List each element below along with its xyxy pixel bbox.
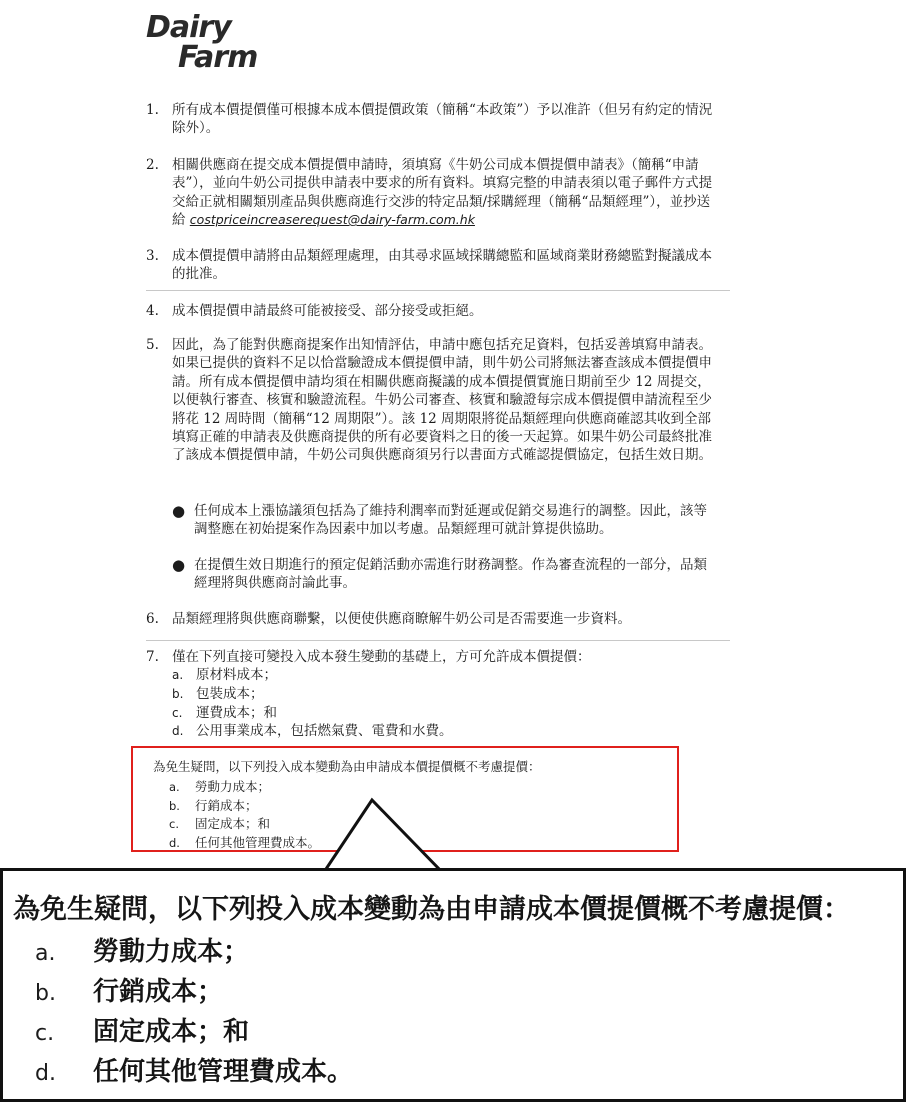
list-item: b. 行銷成本； [169,797,258,813]
clause-text: 僅在下列直接可變投入成本發生變動的基礎上，方可允許成本價提價： [172,649,591,665]
clause-text: 所有成本價提價僅可根據本成本價提價政策（簡稱“本政策”）予以准許（但另有約定的情況除外）。 [172,102,713,137]
clause-number: 2. [146,157,159,173]
zoom-excluded-list [35,933,353,1093]
list-item: c. 運費成本；和 [172,704,277,721]
clause-text: 相關供應商在提交成本價提價申請時，須填寫《牛奶公司成本價提價申請表》（簡稱“申請表”），並向牛奶公司提供申請表中要求的所有資料。填寫完整的申請表須以電子郵件方式提交給正就相關類別產品與供應商進行交涉的特定品類/採購經理（簡稱“品類經理”），並抄送給 costpriceincreaserequest@dairy-farm.com.hk [172,157,713,229]
clause-number: 7. [146,649,159,665]
clause-text: 成本價提價申請將由品類經理處理，由其尋求區域採購總監和區域商業財務總監對擬議成本的批准。 [172,248,712,283]
bullet-text: 在提價生效日期進行的預定促銷活動亦需進行財務調整。作為審查流程的一部分，品類經理將與供應商討論此事。 [194,557,707,592]
bullet-icon: ● [172,502,186,520]
clause-text: 品類經理將與供應商聯繫，以便使供應商瞭解牛奶公司是否需要進一步資料。 [172,611,631,627]
list-item: a. 勞動力成本； [169,779,271,794]
clause-number: 1. [146,102,159,118]
clause-text: 因此，為了能對供應商提案作出知情評估，申請中應包括充足資料，包括妥善填寫申請表。如果已提供的資料不足以恰當驗證成本價提價申請，則牛奶公司將無法審查該成本價提價申請。所有成本價提價申請均須在相關供應商擬議的成本價提價實施日期前至少 12 周提交，以便執行審查、核實和驗證流程。牛奶公司審查、核實和驗證每宗成本價提價申請流程至少將花 12 周時間（簡稱“12 周期限”）。該 12 周期限將從品類經理向供應商確認其收到全部填寫正確的申請表及供應商提供的所有必要資料之日的後一天起算。如果牛奶公司最終批准了該成本價提價申請，牛奶公司與供應商須另行以書面方式確認提價協定，包括生效日期。 [172,337,712,464]
list-item: c. 固定成本；和 [35,1017,250,1047]
list-item: d. 公用事業成本，包括燃氣費、電費和水費。 [172,723,453,740]
list-item: b. 包裝成本； [172,685,264,702]
list-item: d. 任何其他管理費成本。 [35,1057,354,1087]
bullet-icon: ● [172,556,186,574]
allowed-cost-list [172,666,453,741]
clause-number: 4. [146,303,159,319]
highlight-box [131,746,679,852]
bullet-text: 任何成本上漲協議須包括為了維持利潤率而對延遲或促銷交易進行的調整。因此，該等調整應在初始提案作為因素中加以考慮。品類經理可就計算提供協助。 [194,503,707,538]
list-item: a. 原材料成本； [172,667,277,683]
excluded-heading: 為免生疑問，以下列投入成本變動為由申請成本價提價概不考慮提價： [153,759,541,774]
clause-text: 成本價提價申請最終可能被接受、部分接受或拒絕。 [172,303,483,319]
list-item: d. 任何其他管理費成本。 [169,834,321,850]
list-item: b. 行銷成本； [35,977,224,1007]
dairy-farm-logo: Dairy Farm [146,10,258,75]
clause-number: 5. [146,337,159,353]
scan-line [146,640,730,641]
scan-line [146,290,730,291]
clause-number: 3. [146,248,159,264]
zoom-callout [0,868,906,1102]
list-item: c. 固定成本；和 [169,816,271,831]
email-link[interactable]: costpriceincreaserequest@dairy-farm.com.hk [189,212,475,228]
clause-number: 6. [146,611,159,627]
excluded-cost-list [169,778,320,852]
zoom-heading: 為免生疑問，以下列投入成本變動為由申請成本價提價概不考慮提價： [13,894,850,925]
list-item: a. 勞動力成本； [35,937,250,967]
